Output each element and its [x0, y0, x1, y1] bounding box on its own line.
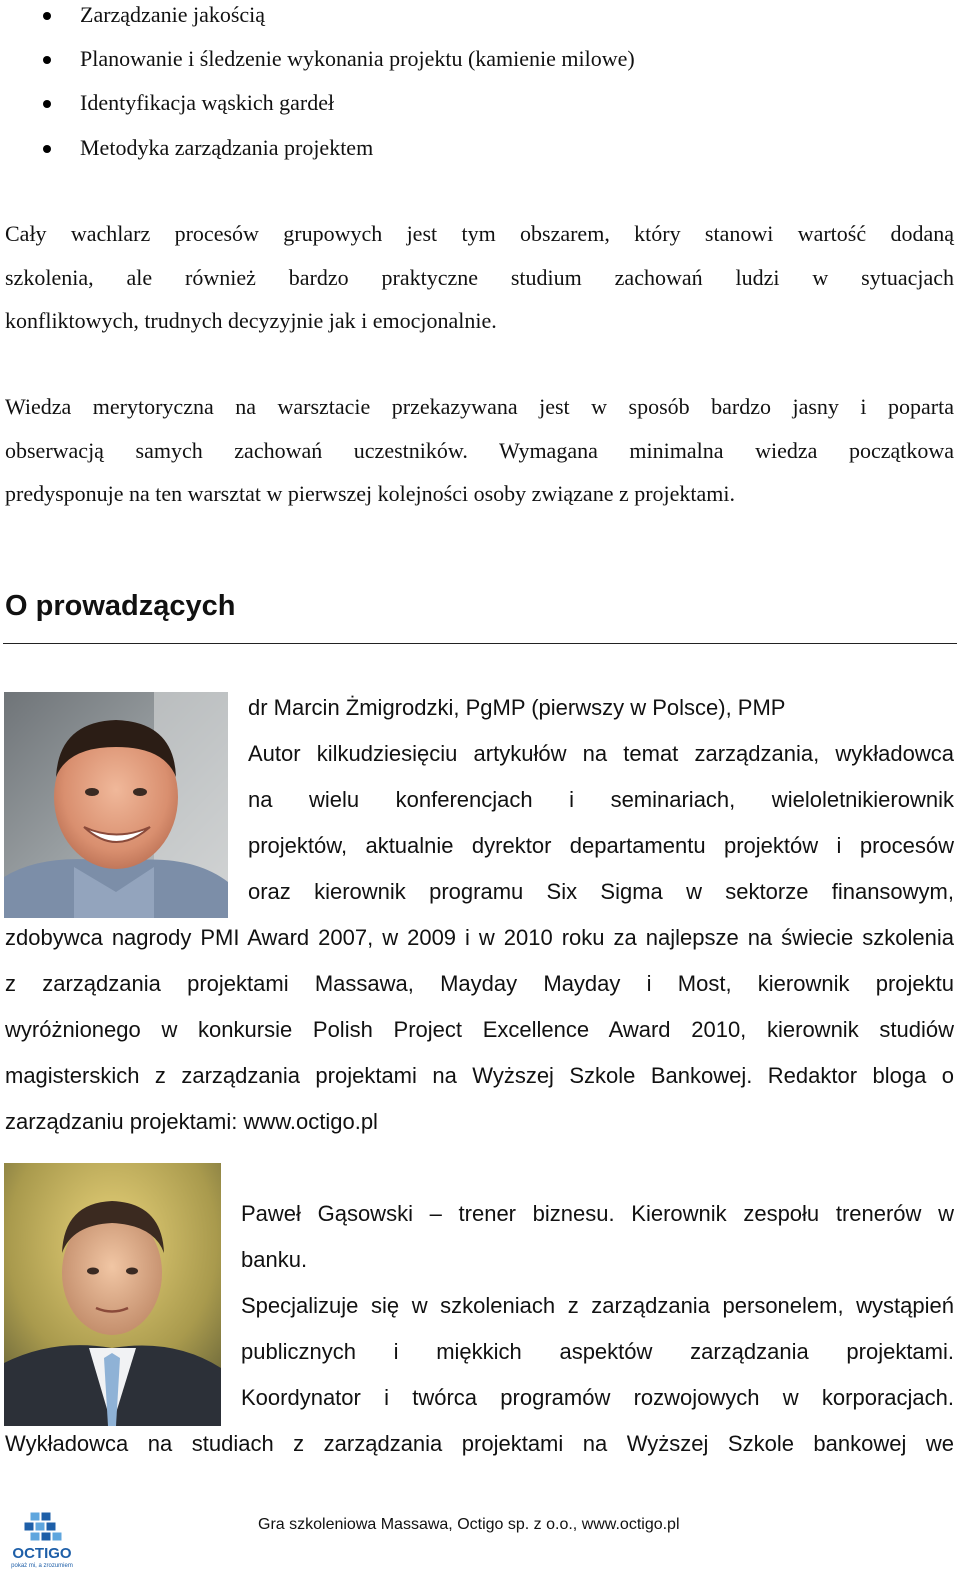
bullet-item: Identyfikacja wąskich gardeł: [80, 90, 335, 115]
bio-line: Autor kilkudziesięciu artykułów na temat zarządzania, wykładowca: [248, 741, 954, 766]
octigo-cubes-icon: [2, 1510, 82, 1570]
bio-line: z zarządzania projektami Massawa, Mayday Mayday i Most, kierownik projektu: [5, 971, 954, 996]
section-divider: [3, 643, 957, 644]
bio-line: Wykładowca na studiach z zarządzania projektami na Wyższej Szkole bankowej we: [5, 1431, 954, 1456]
bio-line: na wielu konferencjach i seminariach, wieloletnikierownik: [248, 787, 954, 812]
logo-tagline: pokaż mi, a zrozumiem: [11, 1563, 73, 1569]
portrait-icon: [4, 1163, 221, 1426]
bullet-item: Zarządzanie jakością: [80, 2, 266, 27]
trainer1-photo: [4, 692, 228, 918]
section-title: O prowadzących: [5, 590, 236, 622]
paragraph-line: Wiedza merytoryczna na warsztacie przekazywana jest w sposób bardzo jasny i poparta: [5, 394, 954, 419]
paragraph-line: predysponuje na ten warsztat w pierwszej kolejności osoby związane z projektami.: [5, 481, 736, 506]
portrait-icon: [4, 692, 228, 918]
trainer2-photo: [4, 1163, 221, 1426]
bio-line: banku.: [241, 1247, 308, 1272]
paragraph-line: Cały wachlarz procesów grupowych jest tym obszarem, który stanowi wartość dodaną: [5, 221, 954, 246]
bio-line: projektów, aktualnie dyrektor departamentu projektów i procesów: [248, 833, 954, 858]
bullet-item: Planowanie i śledzenie wykonania projektu (kamienie milowe): [80, 46, 635, 71]
trainer1-bio: [248, 685, 954, 915]
bio-line: publicznych i miękkich aspektów zarządzania projektami.: [241, 1339, 954, 1364]
bio-line: magisterskich z zarządzania projektami na Wyższej Szkole Bankowej. Redaktor bloga o: [5, 1063, 954, 1088]
paragraph-line: konfliktowych, trudnych decyzyjnie jak i emocjonalnie.: [5, 308, 497, 333]
trainer2-bio-continued: [5, 1421, 954, 1467]
bio-line: zarządzaniu projektami: www.octigo.pl: [5, 1109, 378, 1134]
bio-line: Specjalizuje się w szkoleniach z zarządzania personelem, wystąpień: [241, 1293, 954, 1318]
paragraph-line: szkolenia, ale również bardzo praktyczne studium zachowań ludzi w sytuacjach: [5, 264, 954, 290]
logo-wordmark: OCTIGO: [12, 1545, 72, 1562]
paragraph-knowledge: [5, 385, 954, 516]
footer-text: Gra szkoleniowa Massawa, Octigo sp. z o.o., www.octigo.pl: [258, 1516, 680, 1533]
bio-line: oraz kierownik programu Six Sigma w sektorze finansowym,: [248, 879, 954, 904]
trainer2-bio: [241, 1191, 954, 1421]
bio-line: wyróżnionego w konkursie Polish Project Excellence Award 2010, kierownik studiów: [5, 1017, 954, 1042]
bullet-item: Metodyka zarządzania projektem: [80, 135, 374, 160]
trainer1-bio-continued: [5, 915, 954, 1145]
bio-line: Koordynator i twórca programów rozwojowych w korporacjach.: [241, 1385, 954, 1410]
paragraph-line: obserwacją samych zachowań uczestników. Wymagana minimalna wiedza początkowa: [5, 437, 954, 463]
trainer1-name: dr Marcin Żmigrodzki, PgMP (pierwszy w Polsce), PMP: [248, 695, 786, 720]
trainer2-name: Paweł Gąsowski – trener biznesu. Kierownik zespołu trenerów w: [241, 1201, 954, 1226]
octigo-logo: [2, 1510, 82, 1570]
bio-line: zdobywca nagrody PMI Award 2007, w 2009 i w 2010 roku za najlepsze na świecie szkolenia: [5, 925, 954, 950]
paragraph-group-processes: [5, 212, 954, 343]
